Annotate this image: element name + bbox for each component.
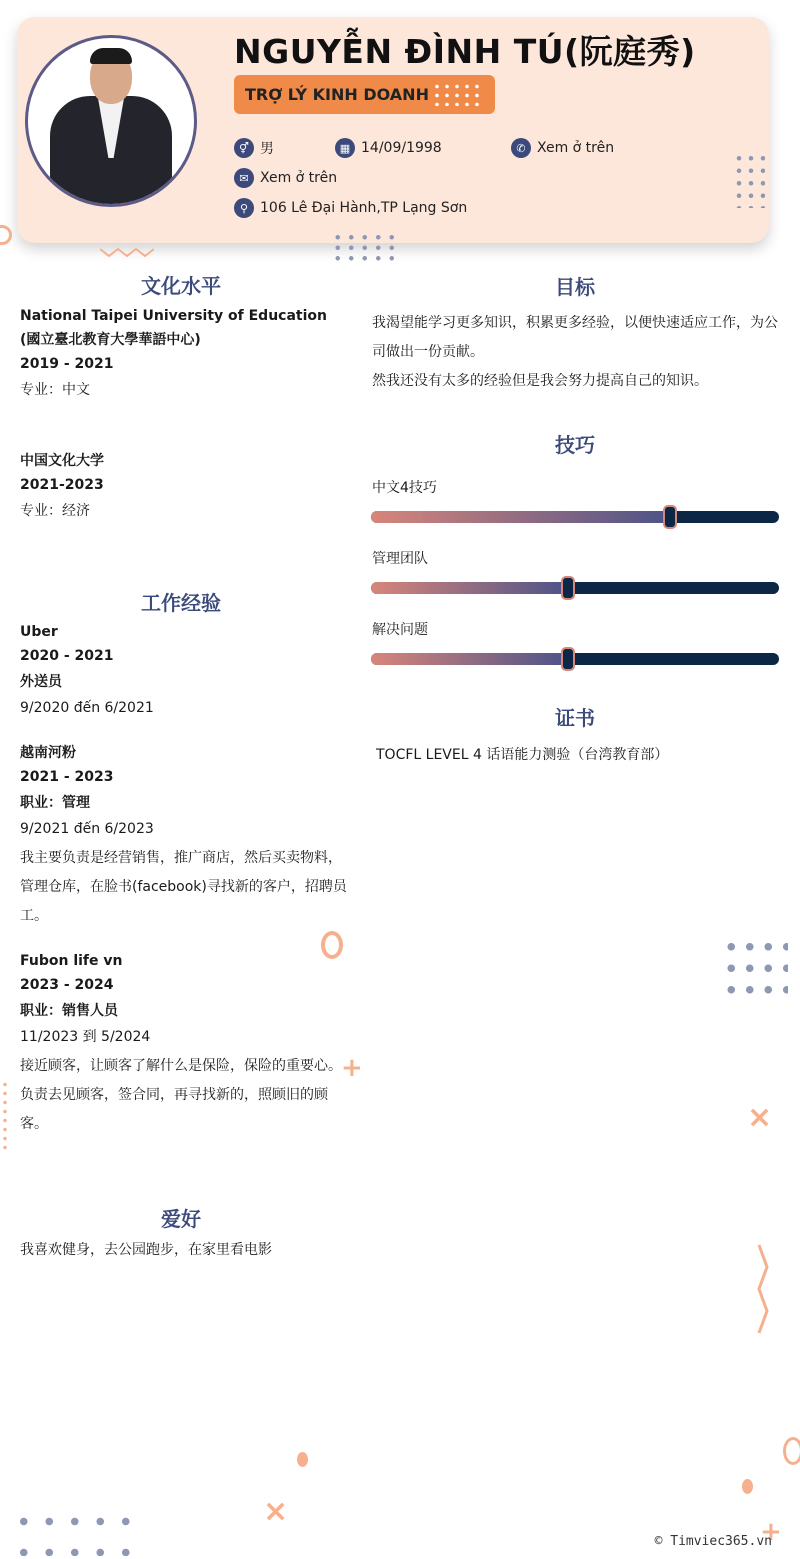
certificates-heading: 证书: [555, 706, 595, 730]
school-major: 专业：中文: [20, 382, 90, 398]
location-icon: ⚲: [234, 198, 254, 218]
skills-heading: 技巧: [555, 433, 595, 457]
phone-icon: ✆: [511, 138, 531, 158]
work-period: 11/2023 到 5/2024: [20, 1029, 151, 1045]
skill-bar-fill: [371, 511, 669, 523]
work-role: 职业：管理: [20, 795, 90, 811]
certificate-text: TOCFL LEVEL 4 话语能力测验（台湾教育部）: [376, 747, 669, 763]
work-description: 接近顾客，让顾客了解什么是保险，保险的重要心。: [20, 1058, 342, 1074]
work-period: 9/2020 đến 6/2021: [20, 700, 154, 716]
hobbies-heading: 爱好: [161, 1207, 201, 1231]
work-years: 2023 - 2024: [20, 977, 114, 993]
skill-bar-knob: [561, 576, 575, 600]
company-name: Uber: [20, 624, 58, 640]
mail-icon: ✉: [234, 168, 254, 188]
company-name: Fubon life vn: [20, 953, 123, 969]
experience-item: [20, 949, 350, 1139]
ring-decoration: [783, 1437, 800, 1465]
skill-bar-knob: [561, 647, 575, 671]
school-years: 2021-2023: [20, 477, 104, 493]
phone-value: Xem ở trên: [537, 140, 615, 156]
calendar-icon: ▦: [335, 138, 355, 158]
objective-line: 我渴望能学习更多知识，积累更多经验，以便快速适应工作，为公司做出一份贡献。: [372, 315, 778, 360]
cross-decoration: ×: [263, 1494, 289, 1529]
work-period: 9/2021 đến 6/2023: [20, 821, 154, 837]
job-title: TRỢ LÝ KINH DOANH: [245, 85, 429, 104]
skill-bar: [371, 511, 779, 523]
cross-decoration: ×: [747, 1100, 773, 1135]
objective-text: [372, 309, 782, 396]
plus-decoration: +: [341, 1053, 363, 1083]
skill-name: 管理团队: [372, 551, 428, 567]
gender-value: 男: [260, 141, 274, 157]
job-title-badge: [234, 75, 495, 114]
email-info: [234, 168, 337, 188]
oval-decoration: [297, 1452, 308, 1467]
skill-bar: [371, 653, 779, 665]
work-years: 2020 - 2021: [20, 648, 114, 664]
skill-bar-knob: [663, 505, 677, 529]
wave-decoration: [100, 247, 154, 259]
education-item: [20, 304, 350, 402]
company-name: 越南河粉: [20, 745, 76, 761]
dots-decoration: [3, 1080, 7, 1150]
avatar: [25, 35, 197, 207]
email-value: Xem ở trên: [260, 170, 338, 186]
school-name: National Taipei University of Education (國立臺北教育大學華語中心): [20, 308, 327, 348]
work-role: 外送员: [20, 674, 62, 690]
work-description: 我主要负责是经营销售，推广商店，然后买卖物料，管理仓库，在脸书(facebook)寻找新的客户，招聘员工。: [20, 850, 347, 924]
badge-dots-decoration: [432, 82, 484, 106]
gender-icon: ⚥: [234, 138, 254, 158]
work-role: 职业：销售人员: [20, 1003, 118, 1019]
phone-info: [511, 138, 614, 158]
header-dots-decoration: [733, 152, 765, 208]
dots-decoration: [11, 1506, 135, 1556]
school-years: 2019 - 2021: [20, 356, 114, 372]
avatar-hair: [90, 48, 132, 64]
school-name: 中国文化大学: [20, 453, 104, 469]
birthday-info: [335, 138, 442, 158]
education-item: [20, 449, 350, 523]
education-heading: 文化水平: [141, 274, 221, 298]
objective-heading: 目标: [555, 275, 595, 299]
hobbies-text: 我喜欢健身，去公园跑步，在家里看电影: [20, 1242, 272, 1258]
ring-decoration: [0, 225, 12, 245]
work-years: 2021 - 2023: [20, 769, 114, 785]
plus-decoration: +: [760, 1517, 782, 1547]
birthday-value: 14/09/1998: [361, 140, 442, 156]
footer-watermark: © Timviec365.vn: [654, 1534, 772, 1549]
skill-bar-fill: [371, 653, 567, 665]
objective-line: 然我还没有太多的经验但是我会努力提高自己的知识。: [372, 373, 708, 389]
experience-heading: 工作经验: [141, 591, 221, 615]
oval-decoration: [742, 1479, 753, 1494]
gender-info: [234, 138, 274, 158]
dots-decoration: [722, 936, 788, 998]
experience-item: [20, 741, 350, 931]
skill-bar-fill: [371, 582, 567, 594]
skill-name: 解决问题: [372, 622, 428, 638]
zigzag-decoration: [756, 1243, 770, 1335]
school-major: 专业：经济: [20, 503, 90, 519]
work-description: 负责去见顾客，签合同，再寻找新的，照顾旧的顾客。: [20, 1087, 328, 1132]
candidate-name: NGUYỄN ĐÌNH TÚ(阮庭秀): [234, 32, 696, 71]
skill-bar: [371, 582, 779, 594]
address-info: [234, 198, 467, 218]
ring-decoration: [321, 931, 343, 959]
address-value: 106 Lê Đại Hành,TP Lạng Sơn: [260, 200, 468, 216]
header-bottom-dots-decoration: [331, 232, 395, 266]
skill-name: 中文4技巧: [372, 480, 437, 496]
experience-item: [20, 620, 350, 723]
